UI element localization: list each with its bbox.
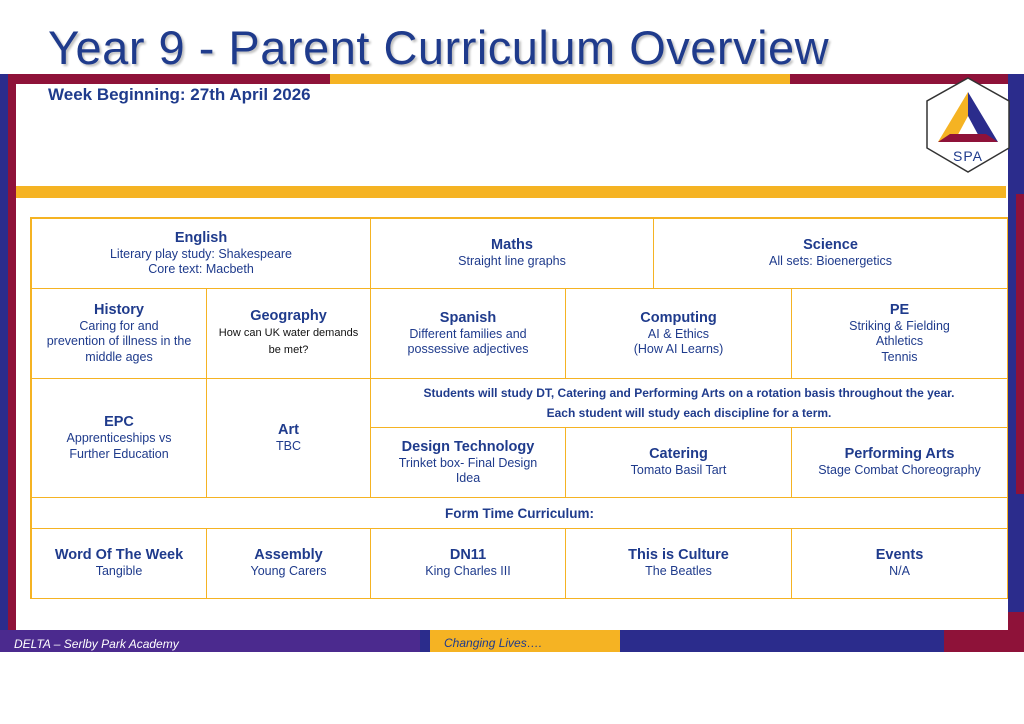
subject-detail: prevention of illness in the (46, 334, 192, 349)
subject-title: Geography (250, 308, 327, 324)
assembly-cell (206, 528, 371, 599)
science-cell (653, 218, 1008, 289)
subject-detail: Caring for and (79, 318, 159, 333)
history-cell (31, 288, 207, 379)
rotation-note-cell (370, 378, 1008, 428)
subject-detail: middle ages (85, 349, 153, 364)
geography-cell (206, 288, 371, 379)
english-cell (31, 218, 371, 289)
subject-title: Events (875, 547, 924, 564)
frame-band (0, 74, 8, 652)
subject-detail: Different families and (409, 326, 527, 341)
subject-detail: TBC (276, 438, 301, 453)
subject-detail: Stage Combat Choreography (818, 463, 981, 478)
frame-band (330, 74, 790, 84)
subject-title: This is Culture (628, 547, 729, 564)
rotation-note: Students will study DT, Catering and Performing Arts on a rotation basis throughout the year. (423, 386, 955, 400)
subject-title: History (94, 301, 144, 318)
subject-detail: Young Carers (250, 564, 327, 579)
subject-detail: N/A (889, 564, 910, 579)
form-time-heading: Form Time Curriculum: (444, 505, 595, 521)
subject-title: EPC (104, 414, 134, 430)
subject-title: Catering (649, 446, 708, 463)
subject-title: Assembly (254, 547, 323, 564)
dn11-cell (370, 528, 566, 599)
subject-detail: Core text: Macbeth (148, 262, 254, 276)
frame-band (0, 74, 360, 84)
subject-title: Art (278, 421, 299, 438)
frame-band (1016, 194, 1024, 494)
subject-title: DN11 (449, 547, 487, 564)
word-of-the-week-cell (31, 528, 207, 599)
rotation-note: Each student will study each discipline for a term. (546, 406, 832, 420)
subject-detail: AI & Ethics (647, 326, 710, 341)
subject-detail: be met? (268, 344, 309, 356)
subject-detail: Trinket box- Final Design (398, 455, 538, 470)
form-time-heading-cell (31, 497, 1008, 529)
frame-band (16, 186, 1006, 198)
design-technology-cell (370, 427, 566, 498)
subject-detail: Literary play study: Shakespeare (109, 246, 293, 261)
catering-cell (565, 427, 792, 498)
subject-title: PE (889, 301, 910, 318)
subject-detail: Tennis (881, 349, 918, 364)
subject-detail: Idea (455, 471, 481, 485)
subject-title: Spanish (439, 309, 497, 326)
subject-detail: Tomato Basil Tart (630, 463, 727, 478)
page-title: Year 9 - Parent Curriculum Overview (48, 21, 830, 74)
subject-title: Science (803, 237, 858, 254)
art-cell (206, 378, 371, 498)
subject-detail: Tangible (95, 564, 143, 579)
subject-detail: King Charles III (425, 564, 511, 579)
pe-cell (791, 288, 1008, 379)
subject-title: Design Technology (401, 438, 535, 455)
subject-detail: possessive adjectives (407, 342, 529, 356)
epc-cell (31, 378, 207, 498)
subject-detail: Striking & Fielding (849, 318, 950, 333)
subject-detail: Athletics (875, 334, 924, 349)
week-beginning: Week Beginning: 27th April 2026 (48, 85, 311, 104)
subject-title: Word Of The Week (54, 547, 184, 564)
spanish-cell (370, 288, 566, 379)
maths-cell (370, 218, 654, 289)
school-logo (924, 76, 1012, 174)
subject-title: Computing (640, 309, 717, 326)
subject-detail: Apprenticeships vs (66, 431, 172, 445)
subject-detail: Straight line graphs (458, 254, 566, 269)
subject-detail: The Beatles (645, 564, 712, 579)
performing-arts-cell (791, 427, 1008, 498)
events-cell (791, 528, 1008, 599)
footer-school-name: DELTA – Serlby Park Academy (14, 637, 179, 651)
subject-detail: Further Education (69, 446, 169, 461)
subject-detail: (How AI Learns) (633, 342, 724, 356)
subject-title: Performing Arts (844, 446, 955, 463)
footer-motto: Changing Lives…. (444, 636, 543, 650)
this-is-culture-cell (565, 528, 792, 599)
subject-detail: How can UK water demands (218, 327, 359, 339)
subject-title: English (174, 229, 228, 246)
subject-detail: All sets: Bioenergetics (769, 254, 892, 269)
logo-text: SPA (953, 148, 983, 164)
computing-cell (565, 288, 792, 379)
curriculum-table (30, 217, 1008, 599)
subject-title: Maths (491, 237, 533, 254)
